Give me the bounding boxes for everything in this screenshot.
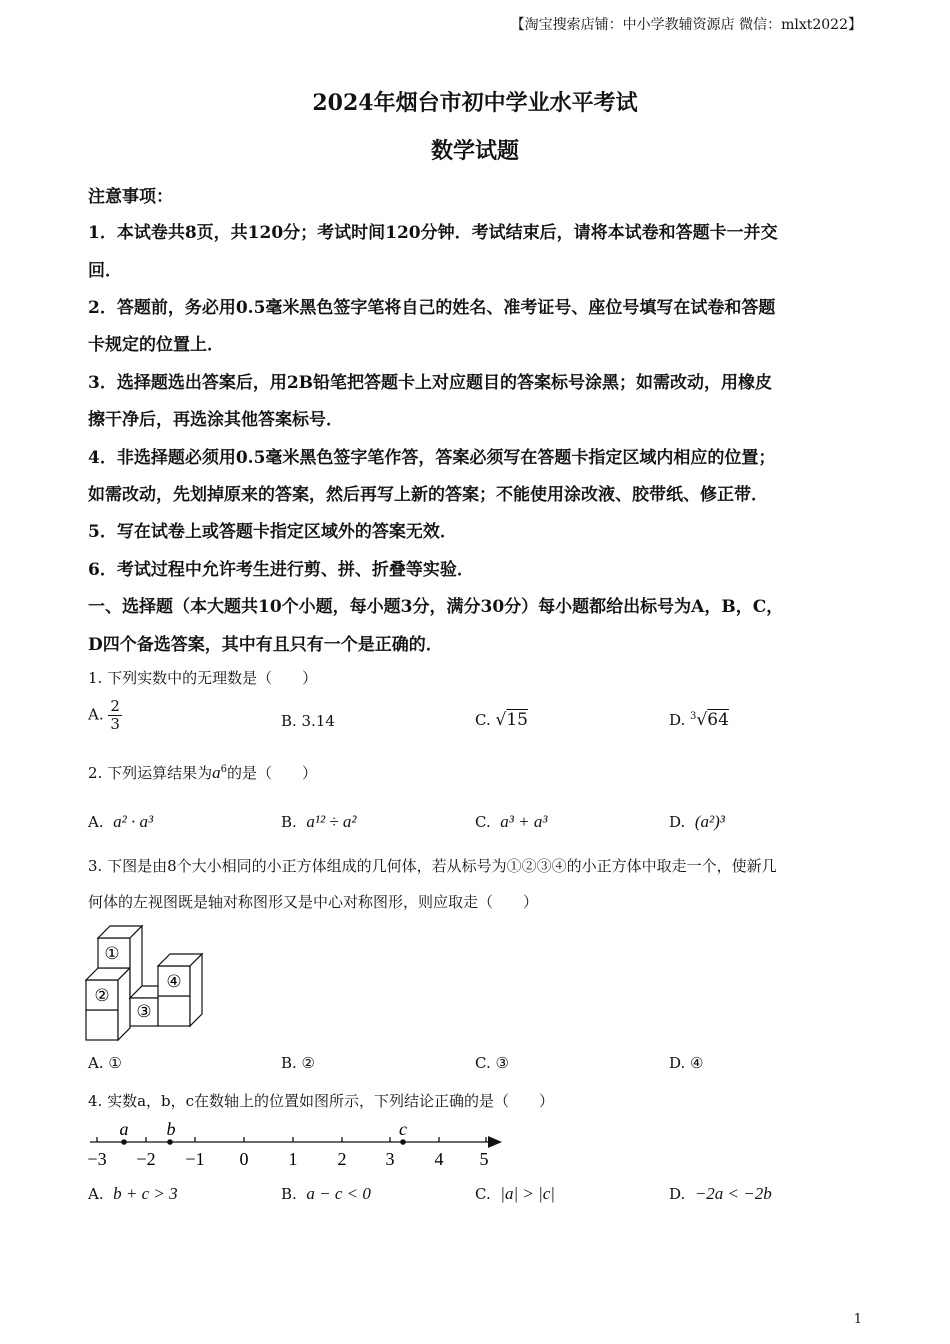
note-5: 5．写在试卷上或答题卡指定区域外的答案无效． <box>88 522 457 542</box>
q1-option-c: C. √15 <box>475 710 528 730</box>
note-3a: 3．选择题选出答案后，用2B铅笔把答题卡上对应题目的答案标号涂黑；如需改动，用橡皮 <box>88 373 773 393</box>
q2-option-a: A. a² · a³ <box>88 812 154 831</box>
q1-fraction: $\frac{2}{3}$ <box>110 697 120 733</box>
q4-option-d: D. −2a < −2b <box>669 1184 772 1203</box>
q4-option-a: A. b + c > 3 <box>88 1184 178 1203</box>
q1-option-d: D. $^3$√64 <box>669 710 729 730</box>
q4-option-b: B. a − c < 0 <box>281 1184 371 1203</box>
cube-figure <box>84 918 210 1044</box>
q1-option-b: B. 3.14 <box>281 712 335 730</box>
point-a-label: a <box>119 1119 129 1139</box>
q4-stem: 4. 实数a，b，c在数轴上的位置如图所示，下列结论正确的是（ ） <box>88 1092 555 1110</box>
q1-stem: 1. 下列实数中的无理数是（ ） <box>88 669 318 687</box>
number-line <box>84 1118 514 1174</box>
cube-label-2: ② <box>94 986 110 1005</box>
q3-option-a: A. ① <box>88 1054 122 1072</box>
point-a <box>121 1139 127 1145</box>
tick-label-neg3: −3 <box>87 1149 107 1169</box>
q1-option-a: A. $\frac{2}{3}$ <box>88 697 120 733</box>
q3-option-b: B. ② <box>281 1054 316 1072</box>
point-c <box>400 1139 406 1145</box>
note-3b: 擦干净后，再选涂其他答案标号． <box>88 410 343 430</box>
q3-stem-a: 3. 下图是由8个大小相同的小正方体组成的几何体，若从标号为①②③④的小正方体中取走一个，使新几 <box>88 857 777 875</box>
tick-label-2: 2 <box>337 1149 347 1169</box>
note-4a: 4．非选择题必须用0.5毫米黑色签字笔作答，答案必须写在答题卡指定区域内相应的位置； <box>88 448 776 468</box>
cube-label-3: ③ <box>136 1002 152 1021</box>
page-number: 1 <box>853 1312 862 1327</box>
q3-option-c: C. ③ <box>475 1054 509 1072</box>
q2-option-c: C. a³ + a³ <box>475 812 548 831</box>
tick-label-1: 1 <box>288 1149 298 1169</box>
section1-line-a: 一、选择题（本大题共10个小题，每小题3分，满分30分）每小题都给出标号为A，B，C， <box>88 597 784 617</box>
tick-label-0: 0 <box>239 1149 249 1169</box>
tick-label-4: 4 <box>434 1149 444 1169</box>
section1-line-b: D四个备选答案，其中有且只有一个是正确的． <box>88 635 443 655</box>
q2-option-d: D. (a²)³ <box>669 812 725 831</box>
notes-heading: 注意事项： <box>88 187 173 207</box>
exam-subtitle: 数学试题 <box>430 138 519 164</box>
cube-label-4: ④ <box>166 972 182 991</box>
point-c-label: c <box>399 1119 407 1139</box>
q3-stem-b: 何体的左视图既是轴对称图形又是中心对称图形，则应取走（ ） <box>88 893 539 911</box>
tick-label-3: 3 <box>385 1149 395 1169</box>
cube-label-1: ① <box>104 944 120 963</box>
point-b <box>167 1139 173 1145</box>
q2-option-b: B. a¹² ÷ a² <box>281 812 357 831</box>
tick-label-5: 5 <box>479 1149 489 1169</box>
tick-label-neg1: −1 <box>185 1149 205 1169</box>
q3-option-d: D. ④ <box>669 1054 704 1072</box>
q2-stem: 2. 下列运算结果为$a^6$的是（ ） <box>88 763 317 782</box>
tick-label-neg2: −2 <box>136 1149 156 1169</box>
note-1b: 回． <box>88 261 122 281</box>
note-2b: 卡规定的位置上． <box>88 335 224 355</box>
note-2a: 2．答题前，务必用0.5毫米黑色签字笔将自己的姓名、准考证号、座位号填写在试卷和答题 <box>88 298 776 318</box>
q4-option-c: C. |a| > |c| <box>475 1184 555 1203</box>
header-note: 【淘宝搜索店铺：中小学教辅资源店 微信：mlxt2022】 <box>510 17 862 33</box>
note-1a: 1．本试卷共8页，共120分；考试时间120分钟．考试结束后，请将本试卷和答题卡一并交 <box>88 223 778 243</box>
note-4b: 如需改动，先划掉原来的答案，然后再写上新的答案；不能使用涂改液、胶带纸、修正带． <box>88 485 768 505</box>
point-b-label: b <box>166 1119 176 1139</box>
exam-title: 2024年烟台市初中学业水平考试 <box>312 90 638 116</box>
note-6: 6．考试过程中允许考生进行剪、拼、折叠等实验． <box>88 560 474 580</box>
